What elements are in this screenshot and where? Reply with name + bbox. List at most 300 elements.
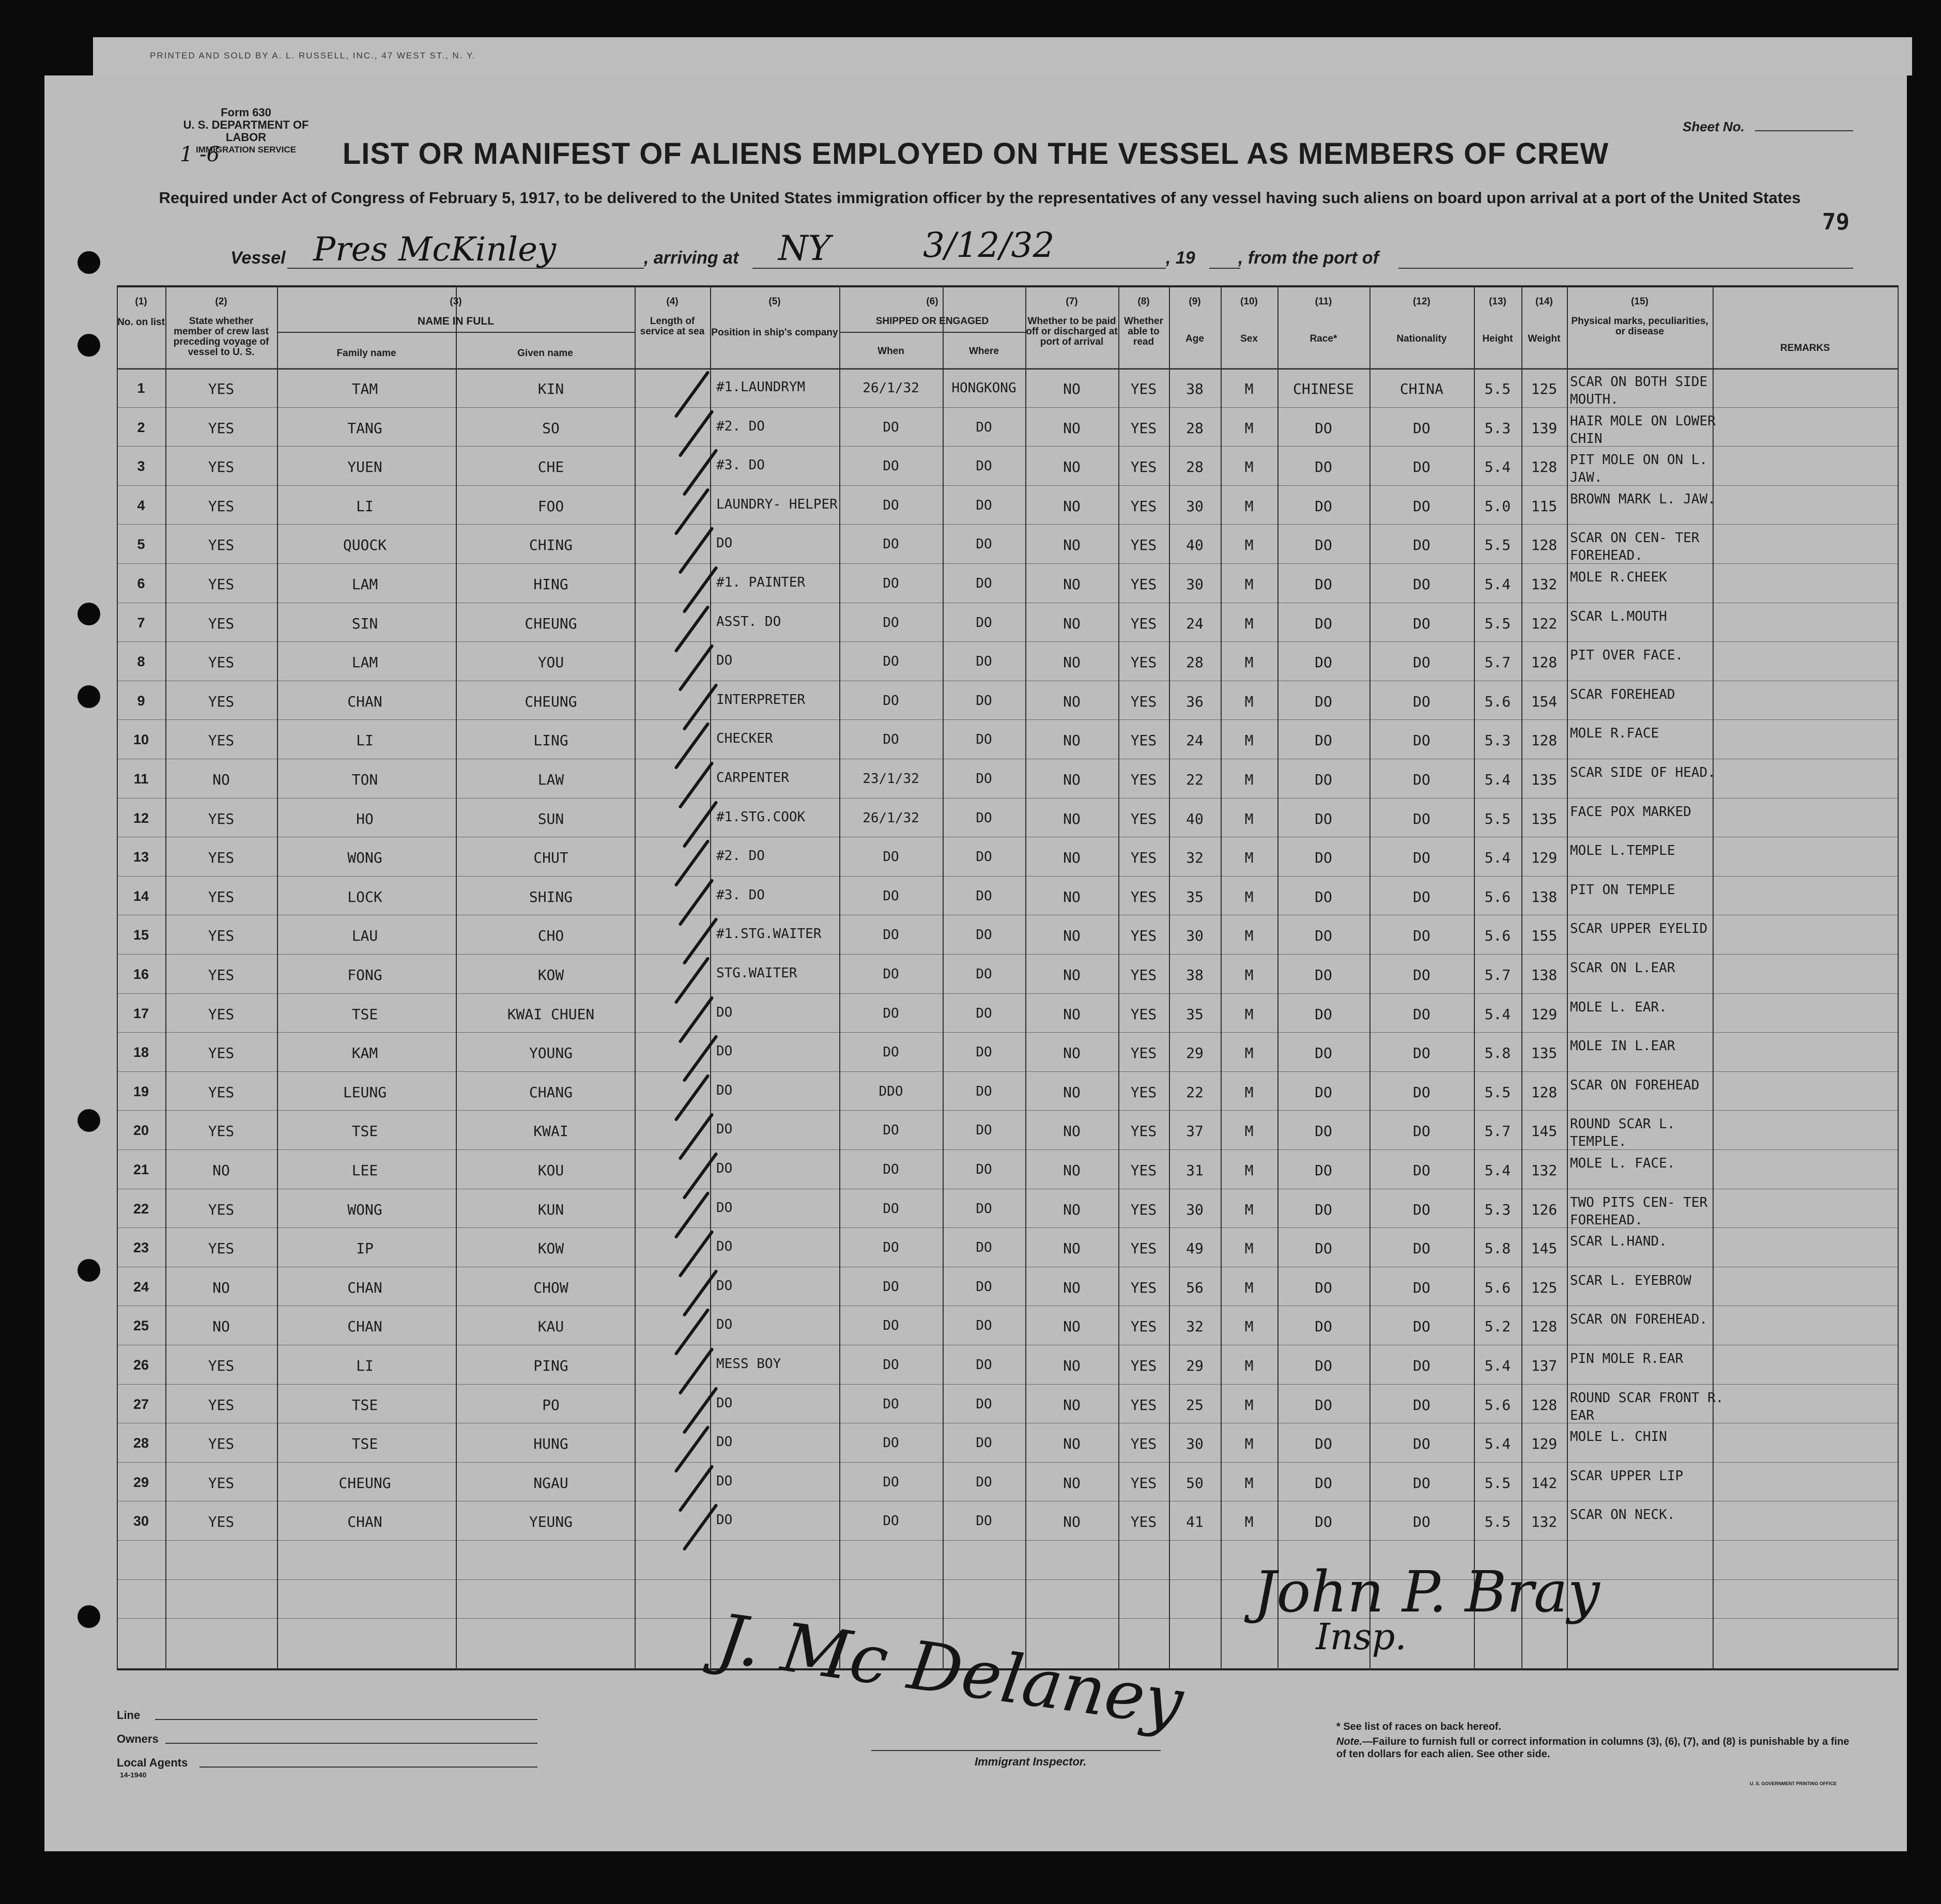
cell-position: DO	[716, 1043, 733, 1060]
cell-position: #1.STG.WAITER	[716, 926, 822, 942]
inspector-rule	[871, 1750, 1161, 1751]
cell-prev: YES	[208, 536, 235, 554]
check-stroke	[678, 761, 714, 809]
cell-marks: SCAR L.MOUTH	[1570, 608, 1667, 624]
check-stroke	[682, 1035, 718, 1083]
cell-no: 21	[133, 1162, 149, 1177]
cell-when: DO	[883, 1201, 899, 1217]
cell-given: SO	[542, 419, 560, 437]
cell-race: DO	[1315, 536, 1332, 554]
cell-nationality: DO	[1413, 888, 1430, 905]
cell-family: CHAN	[347, 1279, 382, 1296]
cell-age: 37	[1186, 1123, 1204, 1140]
cell-prev: YES	[208, 419, 235, 437]
cell-height: 5.8	[1484, 1045, 1511, 1062]
cell-race: DO	[1315, 849, 1332, 867]
cell-weight: 128	[1531, 1396, 1558, 1414]
cell-position: #2. DO	[716, 418, 765, 434]
cell-no: 18	[133, 1045, 149, 1061]
cell-read: YES	[1130, 1474, 1157, 1492]
cell-read: YES	[1130, 419, 1157, 437]
cell-race: DO	[1315, 693, 1332, 710]
cell-marks: FACE POX MARKED	[1570, 804, 1691, 820]
cell-given: KWAI CHUEN	[507, 1005, 595, 1023]
cell-paid: NO	[1063, 732, 1081, 749]
cell-race: CHINESE	[1292, 380, 1354, 397]
cell-given: KOU	[537, 1162, 564, 1179]
cell-no: 12	[133, 810, 149, 826]
cell-nationality: DO	[1413, 927, 1430, 945]
check-stroke	[674, 1308, 710, 1356]
cell-age: 30	[1186, 576, 1204, 593]
cell-height: 5.6	[1484, 1279, 1511, 1296]
check-stroke	[682, 1386, 718, 1434]
cell-weight: 138	[1531, 888, 1558, 905]
cell-given: YOUNG	[529, 1045, 573, 1062]
cell-marks: ROUND SCAR FRONT R. EAR	[1570, 1390, 1724, 1423]
cell-when: DO	[883, 1396, 899, 1412]
cell-height: 5.4	[1484, 458, 1511, 476]
cell-when: DO	[883, 654, 899, 670]
check-stroke	[682, 1269, 718, 1317]
second-signature-title: Insp.	[1316, 1616, 1407, 1658]
cell-sex: M	[1244, 1162, 1254, 1179]
cell-paid: NO	[1063, 849, 1081, 867]
cell-age: 30	[1186, 927, 1204, 945]
check-stroke	[682, 683, 718, 731]
cell-given: KUN	[537, 1201, 564, 1218]
cell-when: DO	[883, 1318, 899, 1334]
cell-prev: YES	[208, 1045, 235, 1062]
cell-given: SUN	[537, 810, 564, 827]
cell-age: 40	[1186, 536, 1204, 554]
cell-paid: NO	[1063, 1162, 1081, 1179]
cell-race: DO	[1315, 1279, 1332, 1296]
cell-race: DO	[1315, 1513, 1332, 1531]
cell-paid: NO	[1063, 888, 1081, 905]
cell-no: 17	[133, 1005, 149, 1021]
cell-given: CHOW	[533, 1279, 568, 1296]
cell-family: TSE	[351, 1005, 378, 1023]
cell-sex: M	[1244, 458, 1254, 476]
cell-when: DO	[883, 1005, 899, 1021]
cell-paid: NO	[1063, 576, 1081, 593]
cell-height: 5.5	[1484, 615, 1511, 632]
cell-marks: MOLE L.TEMPLE	[1570, 843, 1675, 859]
cell-nationality: DO	[1413, 1045, 1430, 1062]
cell-when: DO	[883, 1357, 899, 1373]
cell-age: 38	[1186, 966, 1204, 984]
col-header-given: Given name	[517, 348, 573, 359]
col-header-race: Race*	[1310, 333, 1337, 344]
cell-when: DO	[883, 615, 899, 631]
cell-height: 5.7	[1484, 1123, 1511, 1140]
cell-read: YES	[1130, 966, 1157, 984]
cell-paid: NO	[1063, 536, 1081, 554]
cell-sex: M	[1244, 888, 1254, 905]
cell-when: DO	[883, 888, 899, 904]
cell-read: YES	[1130, 1201, 1157, 1218]
cell-read: YES	[1130, 1083, 1157, 1101]
cell-nationality: CHINA	[1399, 380, 1444, 397]
cell-weight: 145	[1531, 1240, 1558, 1257]
check-stroke	[674, 1425, 710, 1473]
cell-family: TANG	[347, 419, 382, 437]
cell-nationality: DO	[1413, 1240, 1430, 1257]
cell-age: 22	[1186, 771, 1204, 788]
cell-family: CHAN	[347, 1513, 382, 1531]
cell-when: DO	[883, 1435, 899, 1451]
cell-position: #3. DO	[716, 457, 765, 473]
cell-age: 29	[1186, 1045, 1204, 1062]
col-num-13: (13)	[1489, 296, 1506, 307]
cell-family: TSE	[351, 1396, 378, 1414]
cell-no: 16	[133, 966, 149, 982]
cell-where: DO	[976, 1435, 992, 1451]
cell-paid: NO	[1063, 419, 1081, 437]
form-number: Form 630	[221, 106, 271, 119]
cell-given: CHUT	[533, 849, 568, 867]
cell-family: FONG	[347, 966, 382, 984]
cell-paid: NO	[1063, 1123, 1081, 1140]
cell-where: DO	[976, 1396, 992, 1412]
cell-height: 5.3	[1484, 732, 1511, 749]
cell-age: 22	[1186, 1083, 1204, 1101]
cell-given: CHO	[537, 927, 564, 945]
cell-no: 25	[133, 1318, 149, 1334]
cell-read: YES	[1130, 654, 1157, 671]
cell-no: 11	[133, 771, 149, 787]
col-num-2: (2)	[215, 296, 227, 307]
cell-paid: NO	[1063, 1474, 1081, 1492]
cell-paid: NO	[1063, 1279, 1081, 1296]
cell-no: 10	[133, 732, 149, 748]
cell-when: DO	[883, 458, 899, 474]
cell-where: DO	[976, 888, 992, 904]
cell-family: LI	[356, 1357, 374, 1374]
cell-paid: NO	[1063, 1435, 1081, 1453]
cell-paid: NO	[1063, 1396, 1081, 1414]
cell-when: DO	[883, 1240, 899, 1256]
cell-prev: YES	[208, 380, 235, 397]
cell-race: DO	[1315, 771, 1332, 788]
cell-marks: SCAR L. EYEBROW	[1570, 1272, 1691, 1288]
cell-when: DO	[883, 1513, 899, 1529]
cell-read: YES	[1130, 380, 1157, 397]
cell-height: 5.8	[1484, 1240, 1511, 1257]
cell-sex: M	[1244, 693, 1254, 710]
cell-nationality: DO	[1413, 1162, 1430, 1179]
cell-weight: 139	[1531, 419, 1558, 437]
col-num-10: (10)	[1240, 296, 1258, 307]
cell-paid: NO	[1063, 1357, 1081, 1374]
cell-given: KOW	[537, 1240, 564, 1257]
cell-position: #1.LAUNDRYM	[716, 379, 806, 395]
cell-when: DO	[883, 1123, 899, 1139]
cell-read: YES	[1130, 771, 1157, 788]
cell-marks: PIT OVER FACE.	[1570, 648, 1684, 664]
col-header-previous-voyage: State whether member of crew last preceding voyage of vessel to U. S.	[173, 316, 269, 358]
service: IMMIGRATION SERVICE	[196, 145, 296, 155]
cell-prev: YES	[208, 1005, 235, 1023]
cell-marks: PIT MOLE ON ON L. JAW.	[1570, 452, 1708, 486]
cell-height: 5.4	[1484, 1435, 1511, 1453]
cell-nationality: DO	[1413, 810, 1430, 827]
cell-age: 28	[1186, 419, 1204, 437]
col-header-when: When	[877, 346, 904, 357]
cell-read: YES	[1130, 576, 1157, 593]
cell-prev: YES	[208, 966, 235, 984]
cell-where: DO	[976, 1279, 992, 1295]
cell-given: HING	[533, 576, 568, 593]
footer-agents-label: Local Agents	[117, 1756, 188, 1769]
cell-race: DO	[1315, 576, 1332, 593]
cell-race: DO	[1315, 1240, 1332, 1257]
cell-family: CHAN	[347, 693, 382, 710]
cell-position: INTERPRETER	[716, 692, 806, 708]
cell-race: DO	[1315, 1396, 1332, 1414]
cell-where: DO	[976, 771, 992, 787]
cell-sex: M	[1244, 732, 1254, 749]
arriving-label: , arriving at	[644, 248, 739, 268]
cell-no: 4	[137, 497, 145, 513]
cell-nationality: DO	[1413, 1474, 1430, 1492]
cell-race: DO	[1315, 654, 1332, 671]
cell-marks: MOLE L. FACE.	[1570, 1156, 1675, 1171]
cell-family: LEUNG	[343, 1083, 387, 1101]
cell-weight: 129	[1531, 1005, 1558, 1023]
check-stroke	[682, 449, 718, 497]
cell-prev: YES	[208, 693, 235, 710]
cell-sex: M	[1244, 810, 1254, 827]
cell-given: KWAI	[533, 1123, 568, 1140]
cell-height: 5.6	[1484, 927, 1511, 945]
cell-weight: 137	[1531, 1357, 1558, 1374]
cell-sex: M	[1244, 576, 1254, 593]
cell-when: DDO	[879, 1083, 903, 1099]
cell-when: 23/1/32	[862, 771, 919, 787]
cell-marks: PIN MOLE R.EAR	[1570, 1351, 1684, 1366]
cell-age: 31	[1186, 1162, 1204, 1179]
cell-age: 36	[1186, 693, 1204, 710]
col-num-1: (1)	[135, 296, 147, 307]
cell-age: 49	[1186, 1240, 1204, 1257]
cell-height: 5.6	[1484, 888, 1511, 905]
col-header-sex: Sex	[1240, 333, 1258, 344]
cell-race: DO	[1315, 1435, 1332, 1453]
col-header-height: Height	[1482, 333, 1513, 344]
cell-sex: M	[1244, 927, 1254, 945]
cell-position: #2. DO	[716, 848, 765, 864]
cell-nationality: DO	[1413, 849, 1430, 867]
cell-weight: 132	[1531, 1513, 1558, 1531]
printer-line: PRINTED AND SOLD BY A. L. RUSSELL, INC., 47 WEST ST., N. Y.	[150, 51, 476, 60]
cell-weight: 126	[1531, 1201, 1558, 1218]
cell-nationality: DO	[1413, 419, 1430, 437]
cell-nationality: DO	[1413, 1005, 1430, 1023]
cell-sex: M	[1244, 1513, 1254, 1531]
cell-where: DO	[976, 419, 992, 435]
cell-paid: NO	[1063, 615, 1081, 632]
cell-height: 5.4	[1484, 1357, 1511, 1374]
binder-hole	[78, 1605, 100, 1628]
cell-where: DO	[976, 1357, 992, 1373]
cell-sex: M	[1244, 419, 1254, 437]
cell-family: WONG	[347, 1201, 382, 1218]
cell-height: 5.4	[1484, 1005, 1511, 1023]
cell-marks: SCAR ON NECK.	[1570, 1507, 1675, 1523]
col-header-remarks: REMARKS	[1780, 343, 1830, 354]
cell-paid: NO	[1063, 771, 1081, 788]
cell-weight: 132	[1531, 1162, 1558, 1179]
page-title: LIST OR MANIFEST OF ALIENS EMPLOYED ON THE VESSEL AS MEMBERS OF CREW	[342, 137, 1609, 171]
check-stroke	[674, 1191, 710, 1239]
cell-paid: NO	[1063, 1318, 1081, 1335]
cell-sex: M	[1244, 1435, 1254, 1453]
cell-no: 5	[137, 536, 145, 552]
page-number: 79	[1822, 209, 1850, 235]
cell-height: 5.5	[1484, 1474, 1511, 1492]
cell-no: 9	[137, 693, 145, 709]
cell-race: DO	[1315, 966, 1332, 984]
cell-nationality: DO	[1413, 1513, 1430, 1531]
cell-read: YES	[1130, 1357, 1157, 1374]
cell-prev: YES	[208, 888, 235, 905]
cell-position: DO	[716, 1200, 733, 1216]
cell-weight: 142	[1531, 1474, 1558, 1492]
cell-read: YES	[1130, 1240, 1157, 1257]
cell-no: 29	[133, 1474, 149, 1490]
cell-given: FOO	[537, 497, 564, 515]
col-header-read: Whether able to read	[1124, 316, 1163, 347]
cell-weight: 132	[1531, 576, 1558, 593]
cell-sex: M	[1244, 771, 1254, 788]
col-header-service: Length of service at sea	[640, 316, 705, 337]
cell-race: DO	[1315, 927, 1332, 945]
inspector-signature: J. Mc Delaney	[713, 1599, 1188, 1742]
cell-weight: 128	[1531, 458, 1558, 476]
cell-family: LI	[356, 732, 374, 749]
cell-when: DO	[883, 576, 899, 591]
cell-where: DO	[976, 1083, 992, 1099]
binder-hole	[78, 603, 100, 625]
cell-read: YES	[1130, 1396, 1157, 1414]
cell-when: DO	[883, 927, 899, 943]
cell-age: 28	[1186, 458, 1204, 476]
col-num-12: (12)	[1413, 296, 1430, 307]
cell-where: DO	[976, 615, 992, 631]
cell-family: WONG	[347, 849, 382, 867]
vessel-value: Pres McKinley	[313, 231, 557, 269]
cell-where: DO	[976, 1513, 992, 1529]
cell-age: 30	[1186, 497, 1204, 515]
cell-where: DO	[976, 693, 992, 709]
second-signature: John P. Bray	[1254, 1559, 1600, 1625]
crew-table	[117, 285, 1899, 1670]
cell-race: DO	[1315, 615, 1332, 632]
cell-age: 38	[1186, 380, 1204, 397]
cell-nationality: DO	[1413, 1279, 1430, 1296]
cell-height: 5.5	[1484, 1513, 1511, 1531]
cell-weight: 155	[1531, 927, 1558, 945]
cell-where: DO	[976, 1045, 992, 1061]
cell-read: YES	[1130, 927, 1157, 945]
cell-race: DO	[1315, 1005, 1332, 1023]
cell-age: 24	[1186, 732, 1204, 749]
cell-weight: 135	[1531, 810, 1558, 827]
cell-where: DO	[976, 810, 992, 826]
col-header-position: Position in ship's company	[711, 327, 838, 338]
footer-owners-label: Owners	[117, 1732, 159, 1745]
cell-given: CHE	[537, 458, 564, 476]
cell-nationality: DO	[1413, 771, 1430, 788]
cell-sex: M	[1244, 380, 1254, 397]
cell-given: HUNG	[533, 1435, 568, 1453]
cell-family: KAM	[351, 1045, 378, 1062]
cell-height: 5.5	[1484, 536, 1511, 554]
cell-position: #3. DO	[716, 887, 765, 903]
cell-weight: 138	[1531, 966, 1558, 984]
cell-position: LAUNDRY- HELPER	[716, 496, 838, 512]
check-stroke	[678, 1230, 714, 1278]
cell-marks: SCAR ON FOREHEAD.	[1570, 1312, 1708, 1328]
col-num-7: (7)	[1066, 296, 1078, 307]
col-num-8: (8)	[1137, 296, 1150, 307]
cell-where: DO	[976, 927, 992, 943]
footer-line-label: Line	[117, 1709, 141, 1722]
cell-paid: NO	[1063, 1201, 1081, 1218]
footer-agents-rule	[199, 1767, 537, 1768]
cell-family: LOCK	[347, 888, 382, 905]
cell-no: 3	[137, 458, 145, 474]
cell-paid: NO	[1063, 966, 1081, 984]
cell-height: 5.7	[1484, 966, 1511, 984]
cell-where: DO	[976, 966, 992, 982]
footer-agents-code: 14-1940	[120, 1771, 147, 1779]
cell-where: DO	[976, 1474, 992, 1490]
check-stroke	[674, 488, 710, 536]
col-num-5: (5)	[768, 296, 781, 307]
check-stroke	[678, 879, 714, 927]
cell-race: DO	[1315, 732, 1332, 749]
cell-nationality: DO	[1413, 1396, 1430, 1414]
cell-sex: M	[1244, 536, 1254, 554]
cell-when: DO	[883, 536, 899, 552]
cell-race: DO	[1315, 1162, 1332, 1179]
cell-nationality: DO	[1413, 458, 1430, 476]
cell-race: DO	[1315, 1123, 1332, 1140]
cell-prev: YES	[208, 1357, 235, 1374]
cell-nationality: DO	[1413, 1201, 1430, 1218]
cell-family: TSE	[351, 1123, 378, 1140]
cell-position: DO	[716, 1434, 733, 1450]
cell-sex: M	[1244, 1474, 1254, 1492]
cell-read: YES	[1130, 1162, 1157, 1179]
cell-position: DO	[716, 1239, 733, 1255]
sheet-line	[1755, 130, 1853, 131]
cell-read: YES	[1130, 1045, 1157, 1062]
cell-race: DO	[1315, 1083, 1332, 1101]
cell-height: 5.4	[1484, 771, 1511, 788]
cell-read: YES	[1130, 1513, 1157, 1531]
cell-marks: ROUND SCAR L. TEMPLE.	[1570, 1116, 1675, 1150]
cell-age: 41	[1186, 1513, 1204, 1531]
cell-family: CHAN	[347, 1318, 382, 1335]
check-stroke	[682, 800, 718, 848]
cell-height: 5.5	[1484, 810, 1511, 827]
cell-no: 7	[137, 615, 145, 631]
cell-read: YES	[1130, 849, 1157, 867]
